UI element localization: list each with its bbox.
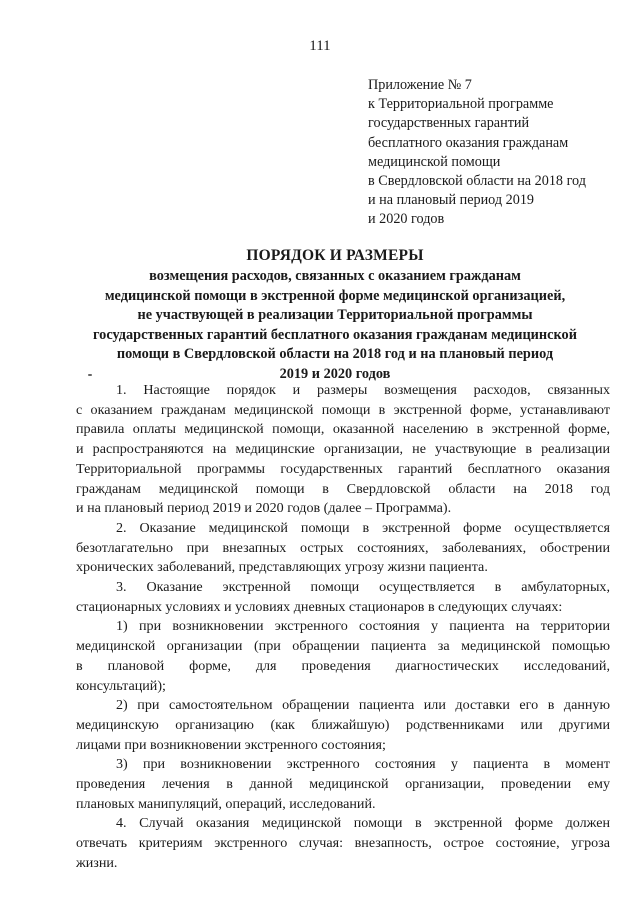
body-line: проведения лечения в данной медицинской организации, проведении ему [76, 776, 610, 793]
title-line: 2019 и 2020 годов [279, 365, 391, 382]
appendix-line: в Свердловской области на 2018 год [368, 173, 586, 190]
document-body [76, 381, 610, 874]
scan-mark [88, 374, 92, 376]
body-line: в плановой форме, для проведения диагностических исследований, [76, 657, 610, 674]
body-line: медицинскую организацию (как ближайшую) родственниками или другими [76, 716, 610, 733]
body-line: стационарных условиях и условиях дневных стационаров в следующих случаях: [76, 598, 563, 615]
page-number: 111 [309, 38, 331, 54]
document-title [70, 246, 600, 385]
appendix-line: Приложение № 7 [368, 77, 472, 93]
title-line: помощи в Свердловской области на 2018 год и на плановый период [116, 346, 554, 363]
body-line: хронических заболеваний, представляющих угрозу жизни пациента. [76, 559, 488, 576]
body-line: Территориальной программы государственных гарантий бесплатного оказания [76, 460, 610, 477]
body-line: и на плановый период 2019 и 2020 годов (далее – Программа). [76, 500, 452, 517]
body-line: лицами при возникновении экстренного состояния; [76, 736, 386, 753]
body-line: плановых манипуляций, операций, исследований. [76, 795, 376, 812]
title-subtitle [70, 267, 600, 385]
body-line: 4. Случай оказания медицинской помощи в экстренной форме должен [116, 815, 610, 832]
title-line: не участвующей в реализации Территориальной программы [137, 307, 533, 324]
body-line: 3. Оказание экстренной помощи осуществляется в амбулаторных, [116, 579, 610, 596]
appendix-line: и 2020 годов [368, 211, 445, 228]
body-line: жизни. [76, 854, 118, 871]
title-main: ПОРЯДОК И РАЗМЕРЫ [246, 247, 424, 264]
appendix-line: медицинской помощи [368, 153, 501, 170]
body-line: гражданам медицинской помощи в Свердловской области на 2018 год [76, 480, 610, 497]
appendix-line: бесплатного оказания гражданам [368, 134, 569, 151]
appendix-header [368, 76, 628, 230]
body-line: безотлагательно при внезапных острых состояниях, заболеваниях, обострении [76, 539, 610, 556]
body-line: 3) при возникновении экстренного состояния у пациента в момент [116, 756, 610, 773]
body-line: медицинской организации (при обращении пациента за медицинской помощью [76, 638, 610, 655]
body-line: 2. Оказание медицинской помощи в экстренной форме осуществляется [116, 519, 610, 536]
appendix-line: к Территориальной программе [368, 96, 554, 113]
body-line: 1. Настоящие порядок и размеры возмещения расходов, связанных [116, 382, 610, 398]
body-line: 1) при возникновении экстренного состояния у пациента на территории [116, 618, 610, 635]
body-line: правила оплаты медицинской помощи, оказанной населению в экстренной форме, [76, 421, 610, 438]
body-line: 2) при самостоятельном обращении пациента или доставки его в данную [116, 697, 610, 714]
appendix-line: и на плановый период 2019 [368, 192, 535, 209]
body-line: и распространяются на медицинские организации, не участвующие в реализации [76, 441, 610, 458]
title-line: государственных гарантий бесплатного оказания гражданам медицинской [93, 326, 577, 343]
body-line: отвечать критериям экстренного случая: внезапность, острое состояние, угроза [76, 835, 610, 852]
body-line: консультаций); [76, 677, 166, 694]
body-line: с оказанием гражданам медицинской помощи в экстренной форме, устанавливают [76, 401, 610, 418]
title-line: возмещения расходов, связанных с оказанием гражданам [149, 268, 521, 284]
appendix-line: государственных гарантий [368, 115, 530, 132]
title-line: медицинской помощи в экстренной форме медицинской организацией, [104, 287, 566, 304]
